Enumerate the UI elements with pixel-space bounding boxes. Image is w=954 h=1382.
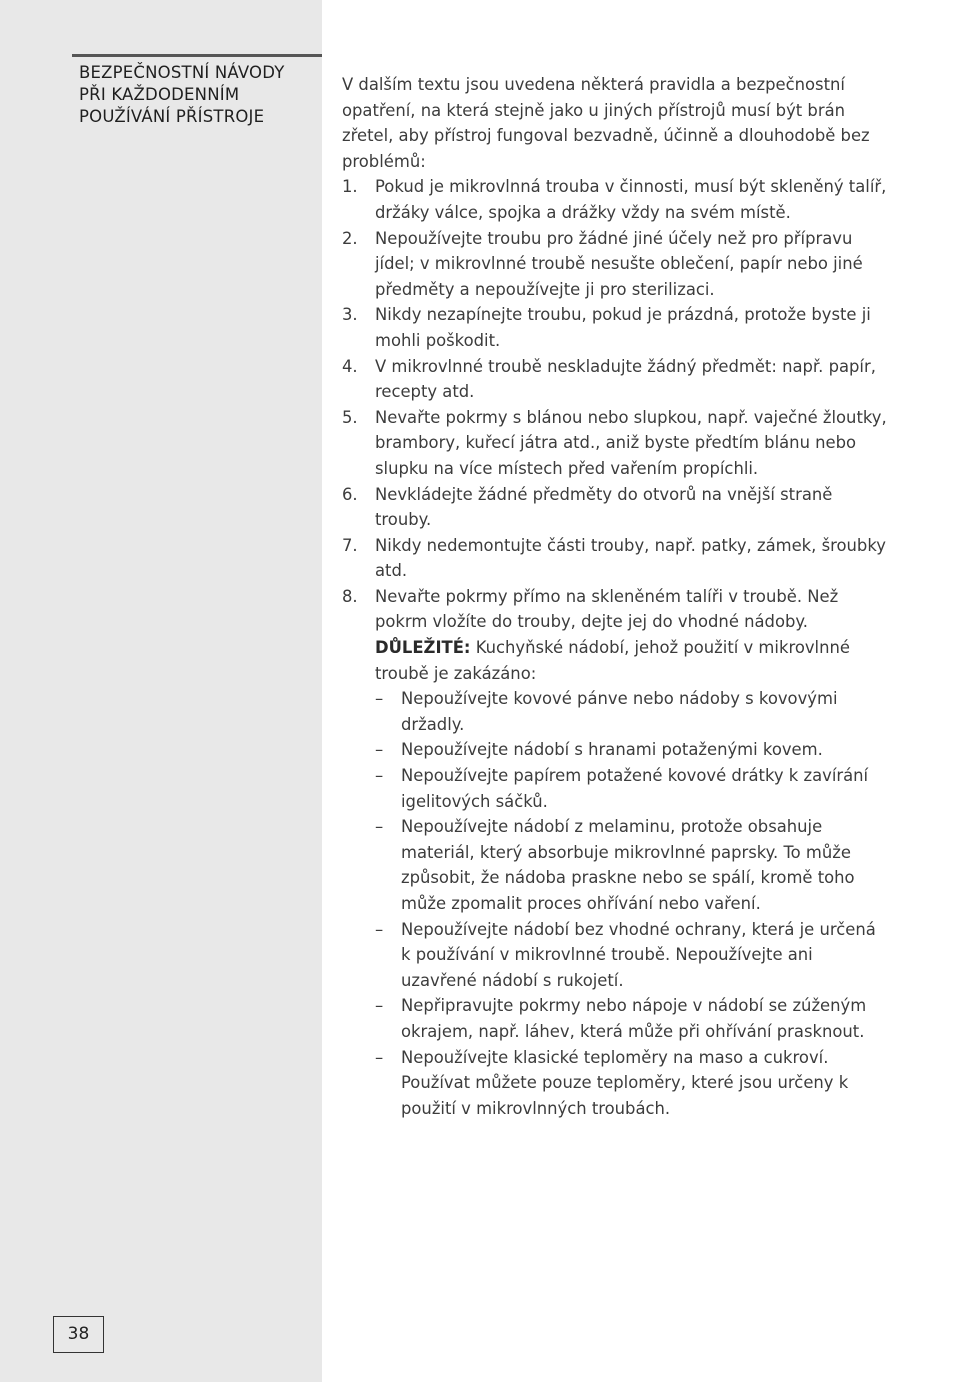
intro-paragraph: V dalším textu jsou uvedena některá pravidla a bezpečnostní opatření, na která stejně jako u jiných přístrojů musí být brán zřetel, aby přístroj fungoval bezvadně, účinně a dlouhodobě bez problémů: (342, 75, 870, 171)
important-text: Kuchyňské nádobí, jehož použití v mikrovlnné troubě je zakázáno: (375, 638, 850, 683)
list-number: 2. (342, 228, 358, 248)
list-number: 8. (342, 586, 358, 606)
section-title: BEZPEČNOSTNÍ NÁVODY PŘI KAŽDODENNÍM POUŽÍVÁNÍ PŘÍSTROJE (79, 63, 285, 126)
important-label: DŮLEŽITÉ: (375, 638, 471, 658)
important-note (375, 635, 887, 686)
list-text: Nikdy nezapínejte troubu, pokud je prázdná, protože byste ji mohli poškodit. (375, 305, 871, 350)
list-item (375, 737, 887, 763)
list-item (342, 354, 887, 405)
list-text: Pokud je mikrovlnná trouba v činnosti, musí být skleněný talíř, držáky válce, spojka a drážky vždy na svém místě. (375, 177, 887, 222)
list-item (375, 917, 887, 994)
list-item (342, 174, 887, 225)
list-text: Nikdy nedemontujte části trouby, např. patky, zámek, šroubky atd. (375, 535, 886, 581)
list-number: 5. (342, 407, 358, 427)
list-text: Nepoužívejte nádobí s hranami potaženými kovem. (401, 740, 823, 760)
list-text: Nevařte pokrmy přímo na skleněném talíři v troubě. Než pokrm vložíte do trouby, dejte jej do vhodné nádoby. (375, 586, 839, 632)
dash-bullet: – (375, 766, 384, 786)
dash-bullet: – (375, 919, 384, 939)
sidebar-divider (72, 54, 322, 57)
page-number: 38 (53, 1316, 104, 1353)
sidebar-panel (0, 0, 322, 1382)
list-item (375, 686, 887, 737)
list-number: 3. (342, 305, 358, 325)
prohibited-cookware-list (375, 686, 887, 1121)
main-content (342, 72, 887, 1121)
dash-bullet: – (375, 996, 384, 1016)
list-text: V mikrovlnné troubě neskladujte žádný předmět: např. papír, recepty atd. (375, 356, 876, 402)
list-text: Nepoužívejte kovové pánve nebo nádoby s kovovými držadly. (401, 689, 838, 734)
list-text: Nepoužívejte troubu pro žádné jiné účely než pro přípravu jídel; v mikrovlnné troubě nesušte oblečení, papír nebo jiné předměty a nepoužívejte ji pro sterilizaci. (375, 228, 863, 299)
list-item (375, 1045, 887, 1122)
list-text: Nevařte pokrmy s blánou nebo slupkou, např. vaječné žloutky, brambory, kuřecí játra atd., aniž byste předtím blánu nebo slupku na více místech před vařením propíchli. (375, 407, 887, 478)
list-text: Nepoužívejte nádobí z melaminu, protože obsahuje materiál, který absorbuje mikrovlnné paprsky. To může způsobit, že nádoba praskne nebo se spálí, kromě toho může zpomalit proces ohřívání nebo vaření. (401, 817, 855, 913)
list-item (342, 405, 887, 482)
list-item (342, 533, 887, 584)
list-item (342, 226, 887, 303)
list-text: Nepoužívejte nádobí bez vhodné ochrany, která je určená k používání v mikrovlnné troubě. Nepoužívejte ani uzavřené nádobí s rukojetí. (401, 919, 876, 990)
list-text: Nepoužívejte papírem potažené kovové drátky k zavírání igelitových sáčků. (401, 766, 869, 811)
list-item (375, 993, 887, 1044)
list-text: Nepřipravujte pokrmy nebo nápoje v nádobí se zúženým okrajem, např. láhev, která může při ohřívání prasknout. (401, 996, 867, 1041)
list-number: 1. (342, 177, 358, 197)
list-item (342, 302, 887, 353)
dash-bullet: – (375, 689, 384, 709)
dash-bullet: – (375, 740, 384, 760)
list-text: Nepoužívejte klasické teploměry na maso a cukroví. Používat můžete pouze teploměry, které jsou určeny k použití v mikrovlnných troubách. (401, 1047, 849, 1118)
dash-bullet: – (375, 1047, 384, 1067)
list-number: 7. (342, 535, 358, 555)
list-number: 6. (342, 484, 358, 504)
dash-bullet: – (375, 817, 384, 837)
list-item (342, 584, 887, 1121)
list-text: Nevkládejte žádné předměty do otvorů na vnější straně trouby. (375, 484, 833, 530)
list-number: 4. (342, 356, 358, 376)
safety-rules-list (342, 174, 887, 1121)
list-item (375, 814, 887, 916)
list-item (342, 482, 887, 533)
list-item (375, 763, 887, 814)
